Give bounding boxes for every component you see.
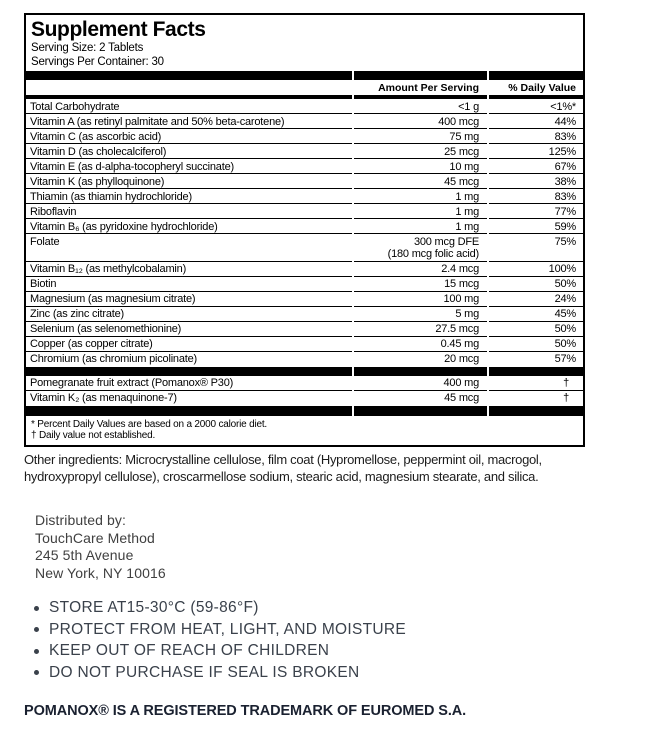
storage-item-label: DO NOT PURCHASE IF SEAL IS BROKEN xyxy=(49,663,360,681)
nutrient-amount: 27.5 mcg xyxy=(354,322,487,337)
nutrient-row xyxy=(26,219,583,234)
nutrient-name: Pomegranate fruit extract (Pomanox® P30) xyxy=(26,376,352,391)
other-nutrient-rows xyxy=(26,376,583,406)
nutrient-name: Vitamin E (as d-alpha-tocopheryl succinate) xyxy=(26,159,352,174)
nutrient-amount: 100 mg xyxy=(354,292,487,307)
nutrient-row xyxy=(26,174,583,189)
column-header-amount: Amount Per Serving xyxy=(378,82,479,94)
nutrient-name: Thiamin (as thiamin hydrochloride) xyxy=(26,189,352,204)
nutrient-daily-value: 100% xyxy=(489,262,583,277)
distributor-address-line2: New York, NY 10016 xyxy=(35,564,166,581)
storage-item-label: STORE AT15-30°C (59-86°F) xyxy=(49,599,259,616)
nutrient-daily-value: 59% xyxy=(489,219,583,234)
nutrient-row xyxy=(26,144,583,159)
nutrient-row xyxy=(26,391,583,406)
column-header-nutrient xyxy=(26,80,352,95)
nutrient-daily-value: 125% xyxy=(489,144,583,159)
nutrient-daily-value: 50% xyxy=(489,337,583,352)
bullet-icon xyxy=(34,627,39,632)
panel-header xyxy=(26,15,583,71)
nutrient-daily-value: 50% xyxy=(489,322,583,337)
nutrient-name: Riboflavin xyxy=(26,204,352,219)
nutrient-name: Total Carbohydrate xyxy=(26,99,352,114)
nutrient-daily-value: 75% xyxy=(489,234,583,262)
nutrient-row xyxy=(26,99,583,114)
nutrient-amount: 400 mg xyxy=(354,376,487,391)
storage-instructions-list xyxy=(30,597,406,683)
nutrient-daily-value: 67% xyxy=(489,159,583,174)
other-ingredients: Other ingredients: Microcrystalline cellulose, film coat (Hypromellose, peppermint oil, macrogol, hydroxypropyl cellulose), croscarmellose sodium, stearic acid, magnesium stearate, and silica. xyxy=(24,452,542,484)
nutrient-daily-value: 45% xyxy=(489,307,583,322)
nutrient-amount: 1 mg xyxy=(354,204,487,219)
distributor-name: TouchCare Method xyxy=(35,529,155,546)
nutrient-daily-value: 83% xyxy=(489,129,583,144)
nutrient-name: Vitamin B₆ (as pyridoxine hydrochloride) xyxy=(26,219,352,234)
nutrient-amount: 20 mcg xyxy=(444,353,479,365)
nutrient-amount: 0.45 mg xyxy=(354,337,487,352)
nutrient-amount: 2.4 mcg xyxy=(354,262,487,277)
nutrient-daily-value: 83% xyxy=(489,189,583,204)
nutrient-name: Biotin xyxy=(26,277,352,292)
nutrient-row xyxy=(26,262,583,277)
supplement-facts-panel xyxy=(24,13,585,447)
nutrient-daily-value: 57% xyxy=(554,353,576,365)
nutrient-amount: 300 mcg DFE (180 mcg folic acid) xyxy=(354,234,487,262)
nutrient-amount: 400 mcg xyxy=(354,114,487,129)
nutrient-daily-value: † xyxy=(563,392,569,404)
nutrient-row xyxy=(26,307,583,322)
nutrient-amount: 15 mcg xyxy=(354,277,487,292)
nutrient-amount: 45 mcg xyxy=(444,392,479,404)
nutrient-daily-value: † xyxy=(489,376,583,391)
nutrient-amount: 10 mg xyxy=(354,159,487,174)
nutrient-name: Chromium (as chromium picolinate) xyxy=(30,353,198,365)
panel-title: Supplement Facts xyxy=(31,18,206,41)
nutrient-amount: 75 mg xyxy=(354,129,487,144)
nutrient-name: Vitamin C (as ascorbic acid) xyxy=(26,129,352,144)
nutrient-amount: <1 g xyxy=(354,99,487,114)
nutrient-daily-value: 24% xyxy=(489,292,583,307)
nutrient-name: Copper (as copper citrate) xyxy=(26,337,352,352)
nutrient-amount: 45 mcg xyxy=(354,174,487,189)
footnote: * Percent Daily Values are based on a 2000 calorie diet. xyxy=(31,418,267,430)
nutrient-daily-value: 77% xyxy=(489,204,583,219)
nutrient-row xyxy=(26,189,583,204)
nutrient-row xyxy=(26,337,583,352)
separator-bar-group xyxy=(26,367,583,376)
nutrient-row xyxy=(26,352,583,367)
storage-item-label: KEEP OUT OF REACH OF CHILDREN xyxy=(49,642,330,659)
nutrient-row xyxy=(26,376,583,391)
nutrient-row xyxy=(26,322,583,337)
table-column-headers xyxy=(26,80,583,95)
nutrient-row xyxy=(26,277,583,292)
bullet-icon xyxy=(34,670,39,675)
distributor-block xyxy=(35,512,166,582)
nutrient-daily-value: 38% xyxy=(489,174,583,189)
trademark-note: POMANOX® IS A REGISTERED TRADEMARK OF EUROMED S.A. xyxy=(24,703,467,719)
nutrient-name: Magnesium (as magnesium citrate) xyxy=(26,292,352,307)
nutrient-name: Vitamin A (as retinyl palmitate and 50% beta-carotene) xyxy=(26,114,352,129)
nutrient-name: Vitamin K₂ (as menaquinone-7) xyxy=(30,392,177,404)
nutrient-name: Vitamin B₁₂ (as methylcobalamin) xyxy=(26,262,352,277)
nutrient-daily-value: 44% xyxy=(489,114,583,129)
storage-item-label: PROTECT FROM HEAT, LIGHT, AND MOISTURE xyxy=(49,620,407,638)
footnotes xyxy=(26,416,583,445)
nutrient-amount: 5 mg xyxy=(354,307,487,322)
storage-item xyxy=(30,597,406,619)
nutrient-amount: 1 mg xyxy=(354,219,487,234)
serving-size: Serving Size: 2 Tablets xyxy=(31,42,144,54)
nutrient-row xyxy=(26,159,583,174)
nutrient-name: Folate xyxy=(26,234,352,262)
nutrient-rows xyxy=(26,99,583,367)
nutrient-row xyxy=(26,204,583,219)
nutrient-amount-secondary: (180 mcg folic acid) xyxy=(387,248,479,260)
nutrient-row xyxy=(26,129,583,144)
nutrient-name: Zinc (as zinc citrate) xyxy=(26,307,352,322)
distributor-address-line1: 245 5th Avenue xyxy=(35,547,134,563)
nutrient-name: Selenium (as selenomethionine) xyxy=(26,322,352,337)
storage-item xyxy=(30,640,406,662)
column-header-daily-value: % Daily Value xyxy=(508,82,576,94)
nutrient-amount: 1 mg xyxy=(354,189,487,204)
nutrient-daily-value: <1%* xyxy=(489,99,583,114)
storage-item xyxy=(30,619,406,641)
nutrient-row xyxy=(26,292,583,307)
nutrient-daily-value: 50% xyxy=(489,277,583,292)
footnote: † Daily value not established. xyxy=(31,429,156,441)
distributor-heading: Distributed by: xyxy=(35,512,126,528)
nutrient-name: Vitamin K (as phylloquinone) xyxy=(26,174,352,189)
storage-item xyxy=(30,662,406,684)
bullet-icon xyxy=(34,606,39,611)
separator-bar-bottom xyxy=(26,406,583,416)
servings-per-container: Servings Per Container: 30 xyxy=(31,55,164,68)
nutrient-row xyxy=(26,114,583,129)
nutrient-amount: 25 mcg xyxy=(354,144,487,159)
separator-bar-thick-top xyxy=(26,71,583,80)
nutrient-name: Vitamin D (as cholecalciferol) xyxy=(26,144,352,159)
bullet-icon xyxy=(34,649,39,654)
nutrient-row xyxy=(26,234,583,262)
